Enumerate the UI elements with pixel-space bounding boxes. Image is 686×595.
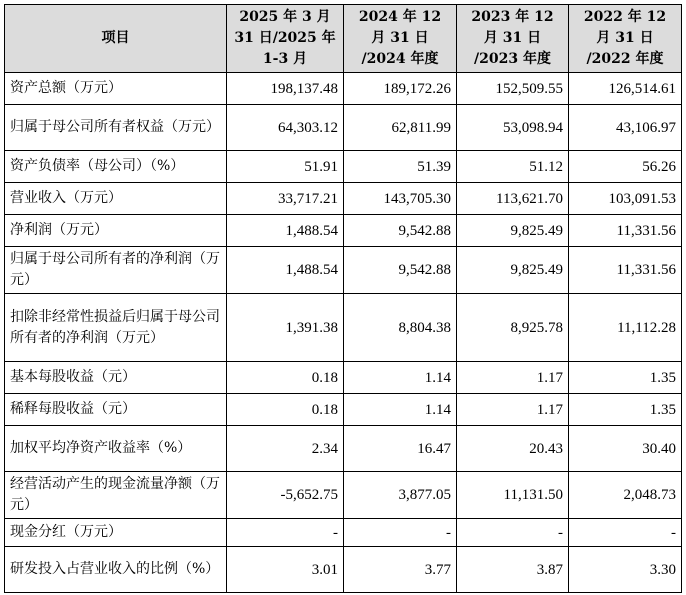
row-label: 研发投入占营业收入的比例（%）: [5, 547, 227, 593]
row-label: 基本每股收益（元）: [5, 362, 227, 394]
table-row: [5, 247, 682, 294]
cell-value: 16.47: [344, 426, 457, 472]
cell-value: 11,112.28: [569, 294, 682, 362]
cell-value: 9,542.88: [344, 247, 457, 294]
table-row: [5, 183, 682, 215]
cell-value: 8,804.38: [344, 294, 457, 362]
header-col1-line2: 31 日/2025 年: [234, 30, 336, 46]
cell-value: 30.40: [569, 426, 682, 472]
table-row: [5, 472, 682, 519]
row-label: 稀释每股收益（元）: [5, 394, 227, 426]
cell-value: 62,811.99: [344, 105, 457, 151]
header-item: 项目: [5, 5, 227, 73]
cell-value: 64,303.12: [227, 105, 344, 151]
cell-value: 1.17: [457, 362, 569, 394]
cell-value: 1.14: [344, 394, 457, 426]
table-row: [5, 426, 682, 472]
header-col3-line2: 月 31 日: [483, 30, 542, 46]
table-row: [5, 362, 682, 394]
cell-value: 1.35: [569, 362, 682, 394]
header-col-2025q1: [227, 5, 344, 73]
cell-value: 198,137.48: [227, 73, 344, 105]
header-col3-line1: 2023 年 12: [471, 9, 554, 25]
cell-value: 8,925.78: [457, 294, 569, 362]
header-col2-line1: 2024 年 12: [358, 9, 442, 25]
row-label: 现金分红（万元）: [5, 519, 227, 547]
cell-value: 0.18: [227, 394, 344, 426]
cell-value: 103,091.53: [569, 183, 682, 215]
cell-value: -5,652.75: [227, 472, 344, 519]
header-col1-line1: 2025 年 3 月: [239, 9, 331, 25]
table-row: [5, 151, 682, 183]
cell-value: -: [227, 519, 344, 547]
cell-value: -: [457, 519, 569, 547]
cell-value: 3,877.05: [344, 472, 457, 519]
header-col4-line1: 2022 年 12: [583, 9, 667, 25]
header-col4-line2: 月 31 日: [596, 30, 654, 46]
cell-value: 189,172.26: [344, 73, 457, 105]
table-row: [5, 547, 682, 593]
header-col-2022: [569, 5, 682, 73]
table-row: [5, 294, 682, 362]
cell-value: 2.34: [227, 426, 344, 472]
row-label: 净利润（万元）: [5, 215, 227, 247]
cell-value: 9,542.88: [344, 215, 457, 247]
row-label: 归属于母公司所有者权益（万元）: [5, 105, 227, 151]
row-label: 经营活动产生的现金流量净额（万元）: [5, 472, 227, 519]
cell-value: 33,717.21: [227, 183, 344, 215]
row-label: 扣除非经常性损益后归属于母公司所有者的净利润（万元）: [5, 294, 227, 362]
financial-indicators-table: [4, 4, 682, 593]
row-label: 营业收入（万元）: [5, 183, 227, 215]
cell-value: 1,488.54: [227, 215, 344, 247]
cell-value: 3.77: [344, 547, 457, 593]
table-row: [5, 519, 682, 547]
header-col4-line3: /2022 年度: [586, 51, 664, 67]
table-row: [5, 73, 682, 105]
cell-value: 56.26: [569, 151, 682, 183]
row-label: 资产负债率（母公司）（%）: [5, 151, 227, 183]
cell-value: -: [344, 519, 457, 547]
table-row: [5, 105, 682, 151]
cell-value: 20.43: [457, 426, 569, 472]
cell-value: 11,331.56: [569, 215, 682, 247]
cell-value: 11,131.50: [457, 472, 569, 519]
cell-value: 9,825.49: [457, 215, 569, 247]
cell-value: 51.39: [344, 151, 457, 183]
cell-value: 3.01: [227, 547, 344, 593]
header-col-2023: [457, 5, 569, 73]
cell-value: 3.30: [569, 547, 682, 593]
cell-value: 51.91: [227, 151, 344, 183]
cell-value: 51.12: [457, 151, 569, 183]
header-col3-line3: /2023 年度: [474, 51, 551, 67]
table-row: [5, 215, 682, 247]
cell-value: 1.17: [457, 394, 569, 426]
cell-value: 2,048.73: [569, 472, 682, 519]
cell-value: 43,106.97: [569, 105, 682, 151]
header-col-2024: [344, 5, 457, 73]
cell-value: 1,391.38: [227, 294, 344, 362]
cell-value: 9,825.49: [457, 247, 569, 294]
header-col2-line2: 月 31 日: [371, 30, 429, 46]
cell-value: -: [569, 519, 682, 547]
cell-value: 11,331.56: [569, 247, 682, 294]
cell-value: 1.35: [569, 394, 682, 426]
cell-value: 0.18: [227, 362, 344, 394]
row-label: 加权平均净资产收益率（%）: [5, 426, 227, 472]
cell-value: 126,514.61: [569, 73, 682, 105]
header-col1-line3: 1-3 月: [262, 51, 308, 67]
table-header-row: [5, 5, 682, 73]
cell-value: 152,509.55: [457, 73, 569, 105]
table-row: [5, 394, 682, 426]
cell-value: 53,098.94: [457, 105, 569, 151]
row-label: 资产总额（万元）: [5, 73, 227, 105]
header-col2-line3: /2024 年度: [361, 51, 439, 67]
cell-value: 1.14: [344, 362, 457, 394]
cell-value: 1,488.54: [227, 247, 344, 294]
row-label: 归属于母公司所有者的净利润（万元）: [5, 247, 227, 294]
cell-value: 143,705.30: [344, 183, 457, 215]
cell-value: 3.87: [457, 547, 569, 593]
cell-value: 113,621.70: [457, 183, 569, 215]
